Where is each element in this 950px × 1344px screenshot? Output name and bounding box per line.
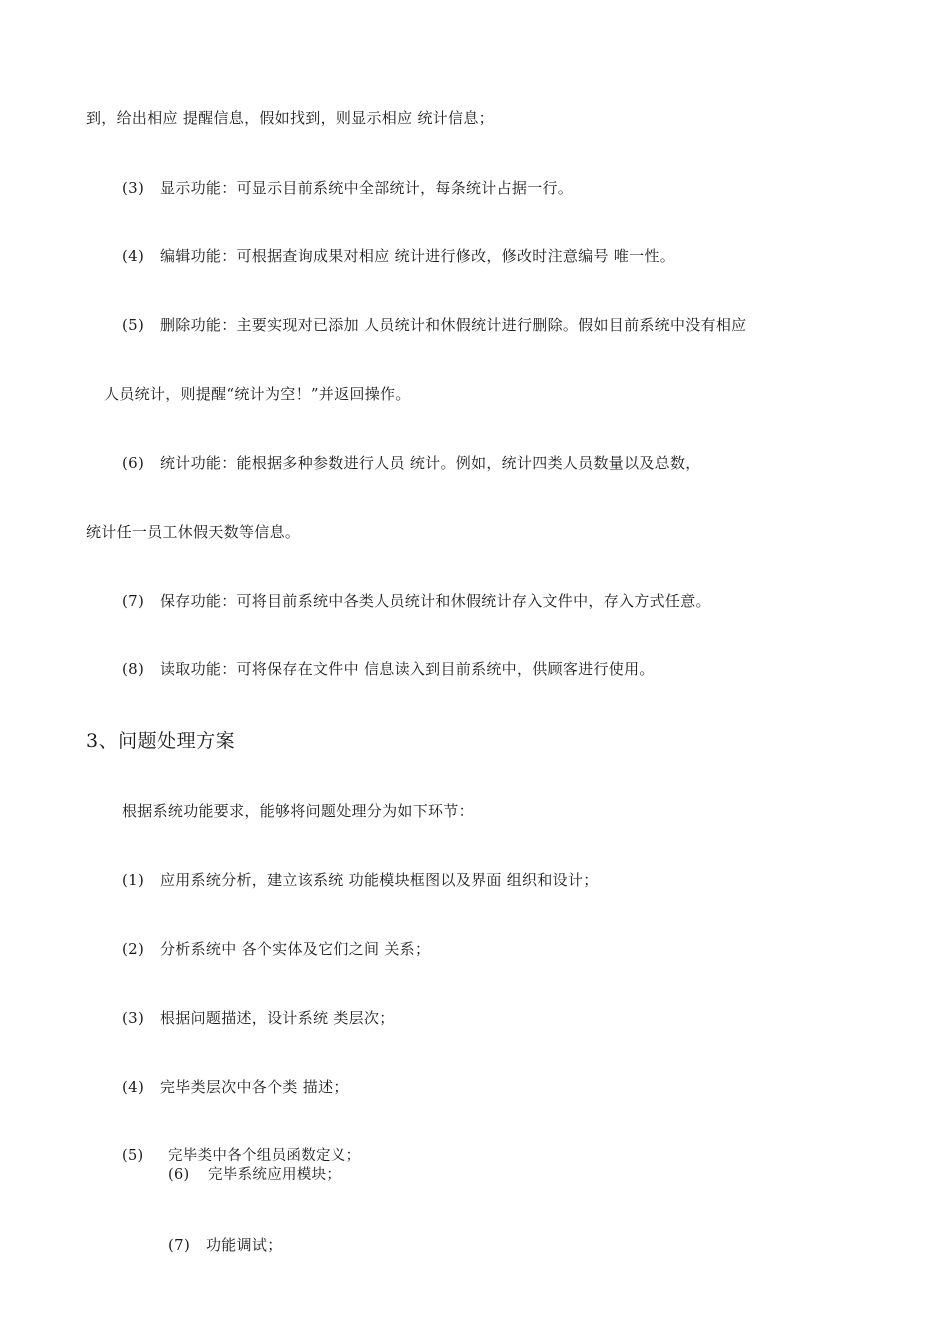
item-number: (2) <box>122 940 145 958</box>
list-item <box>122 1146 360 1166</box>
item-number: (7) <box>122 592 145 610</box>
item-number: (3) <box>122 1009 145 1027</box>
list-item <box>122 1077 349 1097</box>
item-number: (4) <box>122 247 145 265</box>
item-text: 根据问题描述，设计系统 类层次； <box>160 1009 395 1027</box>
item-text: 功能调试； <box>206 1236 283 1254</box>
section-heading: 3、问题处理方案 <box>86 730 236 752</box>
paragraph-line <box>104 384 411 404</box>
item-number: (4) <box>122 1078 145 1096</box>
paragraph-line <box>86 108 494 128</box>
list-item <box>122 939 430 959</box>
item-number: (3) <box>122 179 145 197</box>
section-intro: 根据系统功能要求，能够将问题处理分为如下环节： <box>122 802 474 820</box>
item-number: (7) <box>168 1236 191 1254</box>
list-item <box>122 659 655 679</box>
item-number: (1) <box>122 871 145 889</box>
list-item <box>168 1165 341 1185</box>
item-text: 读取功能：可将保存在文件中 信息读入到目前系统中，供顾客进行使用。 <box>160 660 655 678</box>
list-item <box>122 591 711 611</box>
item-number: (8) <box>122 660 145 678</box>
line-text: 到，给出相应 提醒信息，假如找到，则显示相应 统计信息； <box>86 109 494 127</box>
list-item <box>122 1008 395 1028</box>
item-text: 删除功能：主要实现对已添加 人员统计和休假统计进行删除。假如目前系统中没有相应 <box>160 316 747 334</box>
item-text: 应用系统分析，建立该系统 功能模块框图以及界面 组织和设计； <box>160 871 599 889</box>
item-number: (5) <box>122 316 145 334</box>
list-item <box>122 178 573 198</box>
line-text: 统计任一员工休假天数等信息。 <box>86 523 301 541</box>
list-item <box>122 453 701 473</box>
item-number: (6) <box>168 1167 190 1183</box>
list-item <box>168 1235 283 1255</box>
item-number: (6) <box>122 454 145 472</box>
list-item <box>122 315 746 335</box>
item-text: 完毕类层次中各个类 描述； <box>160 1078 349 1096</box>
paragraph-line <box>86 522 300 542</box>
item-text: 完毕类中各个组员函数定义； <box>168 1148 361 1164</box>
item-text: 显示功能：可显示目前系统中全部统计，每条统计占据一行。 <box>160 179 574 197</box>
item-text: 保存功能：可将目前系统中各类人员统计和休假统计存入文件中，存入方式任意。 <box>160 592 711 610</box>
item-text: 编辑功能：可根据查询成果对相应 统计进行修改，修改时注意编号 唯一性。 <box>160 247 676 265</box>
list-item <box>122 870 599 890</box>
line-text: 人员统计，则提醒“统计为空！”并返回操作。 <box>104 385 411 403</box>
list-item <box>122 246 675 266</box>
item-text: 完毕系统应用模块； <box>208 1167 342 1183</box>
item-number: (5) <box>122 1148 144 1164</box>
item-text: 统计功能：能根据多种参数进行人员 统计。例如，统计四类人员数量以及总数， <box>160 454 701 472</box>
item-text: 分析系统中 各个实体及它们之间 关系； <box>160 940 431 958</box>
